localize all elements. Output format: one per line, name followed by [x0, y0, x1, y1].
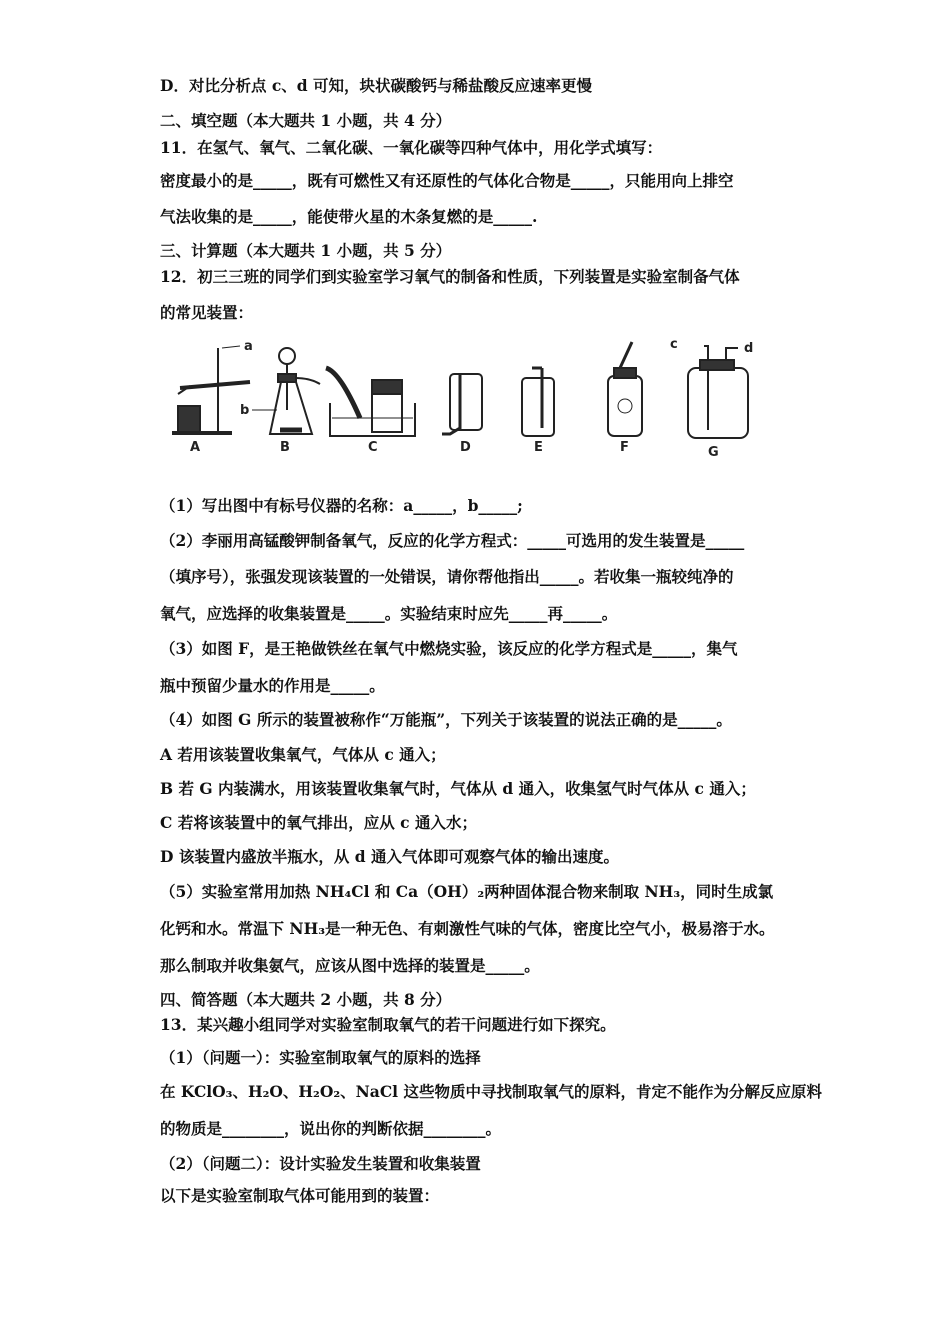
question-11: 11．在氢气、氧气、二氧化碳、一氧化碳等四种气体中，用化学式填写： — [160, 138, 663, 157]
marker-c: c — [670, 338, 678, 352]
apparatus-d — [442, 374, 482, 434]
marker-a: a — [244, 339, 253, 354]
apparatus-a — [172, 346, 250, 433]
question-12: 12．初三三班的同学们到实验室学习氧气的制备和性质，下列装置是实验室制备气体 — [160, 267, 740, 286]
text-line: （1）写出图中有标号仪器的名称：a_____，b_____; — [160, 496, 523, 515]
text-line: （1）（问题一）：实验室制取氧气的原料的选择 — [160, 1048, 481, 1067]
label-g: G — [708, 445, 719, 460]
apparatus-f — [608, 342, 642, 436]
label-b: B — [280, 440, 290, 455]
text-line: （5）实验室常用加热 NH₄Cl 和 Ca（OH）₂两种固体混合物来制取 NH₃，同时生成氯 — [160, 882, 774, 901]
label-a: A — [190, 440, 201, 455]
label-d: D — [460, 440, 471, 455]
text-line: 的常见装置： — [160, 303, 254, 322]
apparatus-c — [326, 368, 415, 436]
option-b: B 若 G 内装满水，用该装置收集氧气时，气体从 d 通入，收集氢气时气体从 c 通入； — [160, 779, 756, 798]
option-d: D 该装置内盛放半瓶水，从 d 通入气体即可观察气体的输出速度。 — [160, 847, 619, 866]
text-line: 密度最小的是_____，既有可燃性又有还原性的气体化合物是_____，只能用向上排空 — [160, 171, 734, 190]
text-line: 气法收集的是_____，能使带火星的木条复燃的是_____. — [160, 207, 538, 226]
section-heading: 三、计算题（本大题共 1 小题，共 5 分） — [160, 241, 452, 260]
text-line: 在 KClO₃、H₂O、H₂O₂、NaCl 这些物质中寻找制取氧气的原料，肯定不能作为分解反应原料 — [160, 1082, 822, 1101]
apparatus-g — [688, 346, 748, 438]
text-line: （2）李丽用高锰酸钾制备氧气，反应的化学方程式：_____可选用的发生装置是_____ — [160, 531, 745, 550]
apparatus-figure — [160, 338, 800, 463]
text-line: （2）（问题二）：设计实验发生装置和收集装置 — [160, 1154, 481, 1173]
label-f: F — [620, 440, 629, 455]
label-c: C — [368, 440, 378, 455]
text-line: 那么制取并收集氨气，应该从图中选择的装置是_____。 — [160, 956, 540, 975]
text-line: 瓶中预留少量水的作用是_____。 — [160, 676, 385, 695]
text-line: （4）如图 G 所示的装置被称作“万能瓶”，下列关于该装置的说法正确的是_____。 — [160, 710, 732, 729]
text-line: （填序号），张强发现该装置的一处错误，请你帮他指出_____。若收集一瓶较纯净的 — [160, 567, 734, 586]
question-13: 13．某兴趣小组同学对实验室制取氧气的若干问题进行如下探究。 — [160, 1015, 616, 1034]
text-line: （3）如图 F，是王艳做铁丝在氧气中燃烧实验，该反应的化学方程式是_____，集气 — [160, 639, 738, 658]
text-line: 以下是实验室制取气体可能用到的装置： — [160, 1186, 440, 1205]
section-heading: 二、填空题（本大题共 1 小题，共 4 分） — [160, 111, 452, 130]
section-heading: 四、简答题（本大题共 2 小题，共 8 分） — [160, 990, 452, 1009]
apparatus-e — [522, 368, 554, 436]
text-line: 的物质是________，说出你的判断依据________。 — [160, 1119, 502, 1138]
marker-b: b — [240, 403, 250, 418]
option-c: C 若将该装置中的氧气排出，应从 c 通入水； — [160, 813, 477, 832]
apparatus-b — [252, 348, 320, 434]
label-e: E — [534, 440, 543, 455]
apparatus-diagram — [160, 338, 800, 463]
text-line: 化钙和水。常温下 NH₃是一种无色、有刺激性气味的气体，密度比空气小，极易溶于水。 — [160, 919, 775, 938]
option-a: A 若用该装置收集氧气，气体从 c 通入； — [160, 745, 446, 764]
text-line: D．对比分析点 c、d 可知，块状碳酸钙与稀盐酸反应速率更慢 — [160, 76, 593, 95]
text-line: 氧气，应选择的收集装置是_____。实验结束时应先_____再_____。 — [160, 604, 618, 623]
marker-d: d — [744, 341, 754, 356]
